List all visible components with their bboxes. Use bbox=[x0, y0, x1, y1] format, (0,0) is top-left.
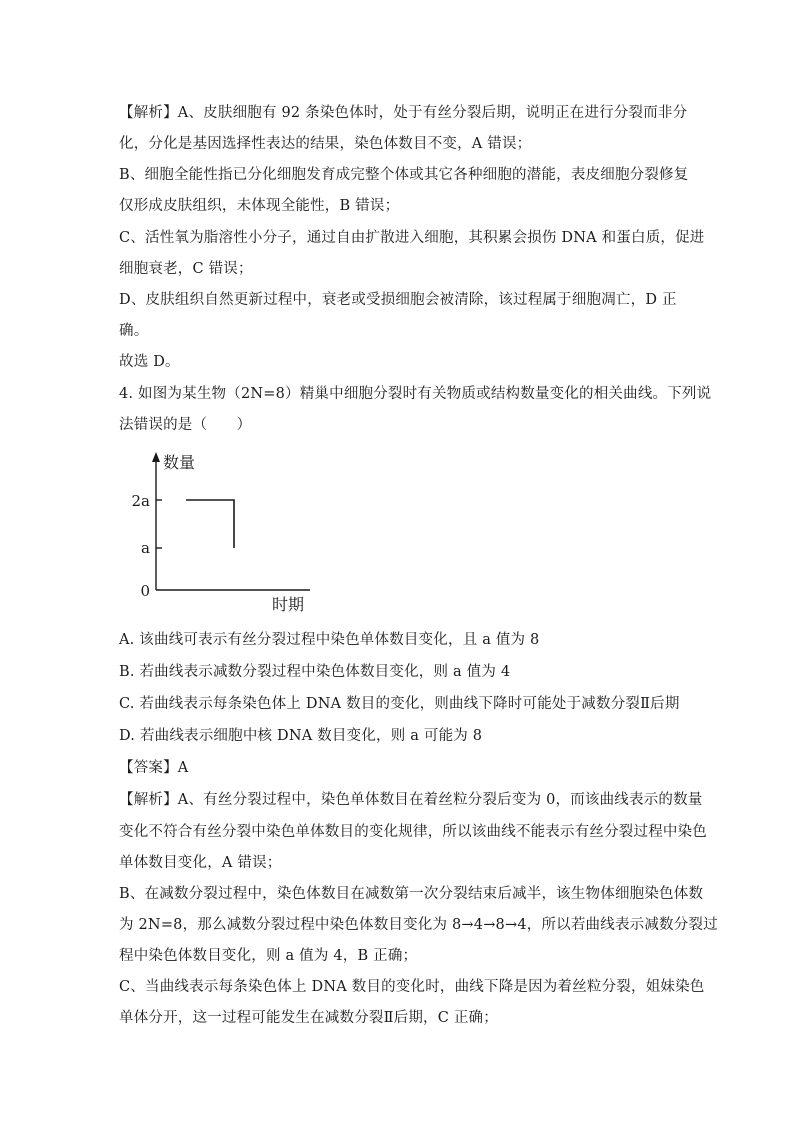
answer-line: 【答案】A bbox=[119, 760, 189, 776]
text-line: B、细胞全能性指已分化细胞发育成完整个体或其它各种细胞的潜能，表皮细胞分裂修复 bbox=[119, 167, 689, 183]
text-line: C、当曲线表示每条染色体上 DNA 数目的变化时，曲线下降是因为着丝粒分裂，姐妹染色 bbox=[119, 979, 705, 995]
y-axis-arrow bbox=[152, 452, 160, 462]
tick-label-a: a bbox=[141, 539, 150, 557]
option-c: C. 若曲线表示每条染色体上 DNA 数目的变化，则曲线下降时可能处于减数分裂Ⅱ后期 bbox=[119, 696, 680, 712]
data-curve bbox=[186, 500, 234, 548]
text-line: 为 2N=8，那么减数分裂过程中染色体数目变化为 8→4→8→4，所以若曲线表示减数分裂过 bbox=[119, 917, 718, 933]
text-line: 确。 bbox=[119, 323, 149, 339]
text-line: C、活性氧为脂溶性小分子，通过自由扩散进入细胞，其积累会损伤 DNA 和蛋白质，促进 bbox=[119, 230, 705, 246]
question-text-line: 法错误的是（ ） bbox=[119, 417, 252, 433]
text-line: 单体分开，这一过程可能发生在减数分裂Ⅱ后期，C 正确； bbox=[119, 1010, 498, 1026]
text-line: 【解析】A、皮肤细胞有 92 条染色体时，处于有丝分裂后期，说明正在进行分裂而非分 bbox=[119, 105, 688, 121]
y-axis-label: 数量 bbox=[163, 453, 196, 472]
option-b: B. 若曲线表示减数分裂过程中染色体数目变化，则 a 值为 4 bbox=[119, 664, 511, 680]
origin-label: 0 bbox=[140, 582, 150, 600]
text-line: 故选 D。 bbox=[119, 354, 180, 370]
tick-label-2a: 2a bbox=[131, 492, 150, 510]
text-line: 【解析】A、有丝分裂过程中，染色单体数目在着丝粒分裂后变为 0，而该曲线表示的数量 bbox=[119, 792, 703, 808]
text-line: D、皮肤组织自然更新过程中，衰老或受损细胞会被清除，该过程属于细胞凋亡，D 正 bbox=[119, 292, 677, 308]
x-axis-label: 时期 bbox=[272, 595, 305, 614]
quantity-period-graph bbox=[128, 448, 328, 622]
text-line: 单体数目变化，A 错误； bbox=[119, 855, 282, 871]
option-d: D. 若曲线表示细胞中核 DNA 数目变化，则 a 可能为 8 bbox=[119, 728, 483, 744]
text-line: 化，分化是基因选择性表达的结果，染色体数目不变，A 错误； bbox=[119, 136, 532, 152]
option-a: A. 该曲线可表示有丝分裂过程中染色单体数目变化，且 a 值为 8 bbox=[119, 632, 540, 648]
question-text-line: 4. 如图为某生物（2N=8）精巢中细胞分裂时有关物质或结构数量变化的相关曲线。下列说 bbox=[119, 386, 712, 402]
text-line: 仅形成皮肤组织，未体现全能性，B 错误； bbox=[119, 198, 400, 214]
text-line: B、在减数分裂过程中，染色体数目在减数第一次分裂结束后减半，该生物体细胞染色体数 bbox=[119, 886, 704, 902]
graph-svg bbox=[128, 448, 328, 618]
text-line: 变化不符合有丝分裂中染色单体数目的变化规律，所以该曲线不能表示有丝分裂过程中染色 bbox=[119, 824, 707, 840]
text-line: 细胞衰老，C 错误； bbox=[119, 261, 253, 277]
text-line: 程中染色体数目变化，则 a 值为 4，B 正确； bbox=[119, 948, 418, 964]
